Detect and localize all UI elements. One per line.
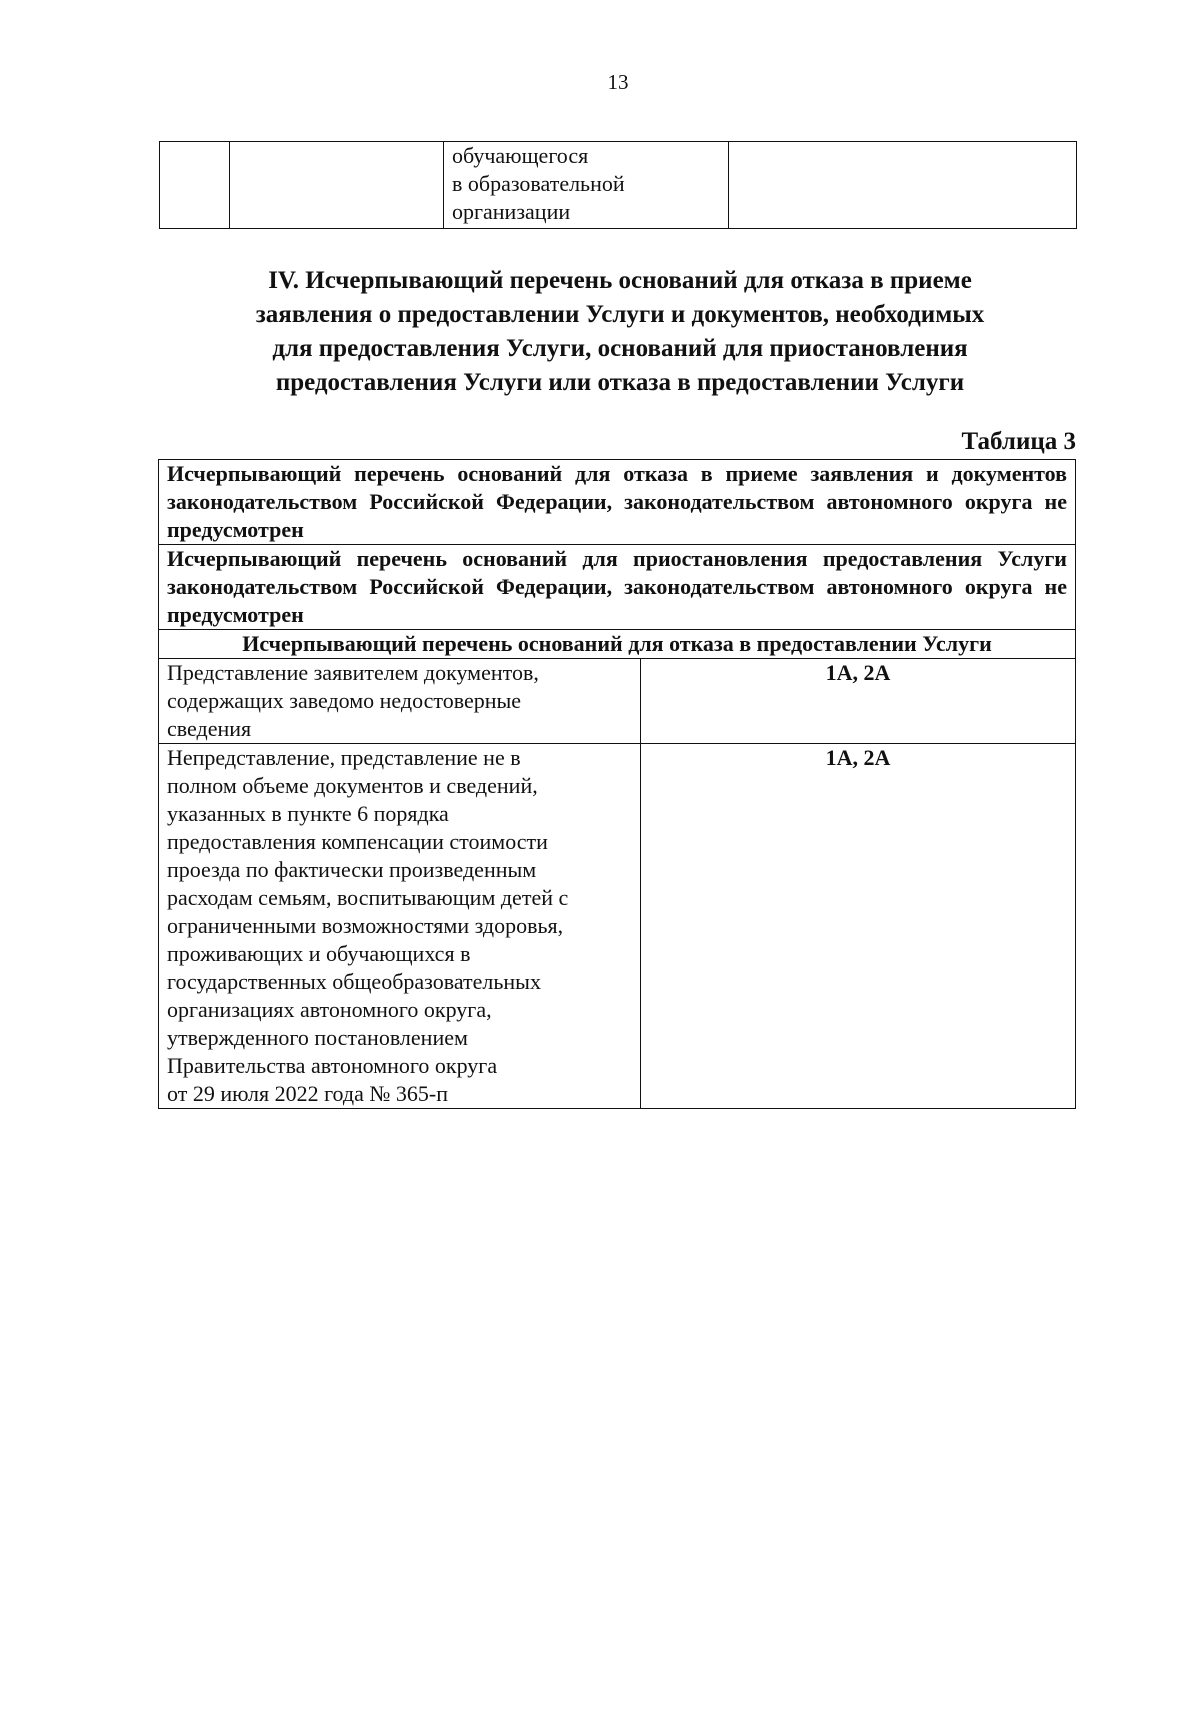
- reason-codes: 1А, 2А: [641, 744, 1076, 1109]
- cell-text-line: в образовательной: [452, 171, 625, 196]
- reason-line: от 29 июля 2022 года № 365-п: [167, 1081, 448, 1106]
- row-suspension: Исчерпывающий перечень оснований для приостановления предоставления Услуги законодательством Российской Федерации, законодательством автономного округа не предусмотрен: [159, 545, 1076, 630]
- section-heading: [140, 264, 1100, 400]
- table-label: Таблица 3: [961, 428, 1076, 455]
- reason-line: расходам семьям, воспитывающим детей с: [167, 885, 569, 910]
- heading-line: предоставления Услуги или отказа в предоставлении Услуги: [275, 369, 965, 396]
- row-refusal-acceptance: Исчерпывающий перечень оснований для отказа в приеме заявления и документов законодательством Российской Федерации, законодательством автономного округа не предусмотрен: [159, 460, 1076, 545]
- reason-line: Представление заявителем документов,: [167, 660, 539, 685]
- reason-line: проезда по фактически произведенным: [167, 857, 537, 882]
- reason-codes: 1А, 2А: [641, 659, 1076, 744]
- heading-line: для предоставления Услуги, оснований для приостановления: [272, 335, 968, 362]
- heading-line: IV. Исчерпывающий перечень оснований для отказа в приеме: [268, 267, 972, 294]
- reason-line: полном объеме документов и сведений,: [167, 773, 538, 798]
- row-refusal-header: Исчерпывающий перечень оснований для отказа в предоставлении Услуги: [159, 630, 1076, 659]
- reason-cell: [159, 744, 641, 1109]
- reason-line: проживающих и обучающихся в: [167, 941, 471, 966]
- reason-line: Непредставление, представление не в: [167, 745, 521, 770]
- table-row: [160, 142, 1077, 229]
- table-cell-empty: [160, 142, 230, 229]
- reason-line: указанных в пункте 6 порядка: [167, 801, 449, 826]
- reason-line: Правительства автономного округа: [167, 1053, 498, 1078]
- reason-line: предоставления компенсации стоимости: [167, 829, 548, 854]
- continuation-table: [159, 141, 1077, 229]
- table-cell-empty: [729, 142, 1077, 229]
- table-cell-text: [444, 142, 729, 229]
- reason-line: организациях автономного округа,: [167, 997, 492, 1022]
- reason-line: сведения: [167, 716, 252, 741]
- table-row: [159, 545, 1076, 630]
- reason-line: содержащих заведомо недостоверные: [167, 688, 522, 713]
- table-row: [159, 460, 1076, 545]
- reason-line: утвержденного постановлением: [167, 1025, 468, 1050]
- reason-line: ограниченными возможностями здоровья,: [167, 913, 564, 938]
- cell-text-line: обучающегося: [452, 143, 589, 168]
- heading-line: заявления о предоставлении Услуги и документов, необходимых: [255, 301, 985, 328]
- table-row: [159, 659, 1076, 744]
- table-row: [159, 744, 1076, 1109]
- refusal-grounds-table: [158, 459, 1076, 1109]
- reason-line: государственных общеобразовательных: [167, 969, 541, 994]
- reason-cell: [159, 659, 641, 744]
- table-row: [159, 630, 1076, 659]
- table-cell-empty: [230, 142, 444, 229]
- cell-text-line: организации: [452, 199, 571, 224]
- page-number: 13: [607, 70, 629, 94]
